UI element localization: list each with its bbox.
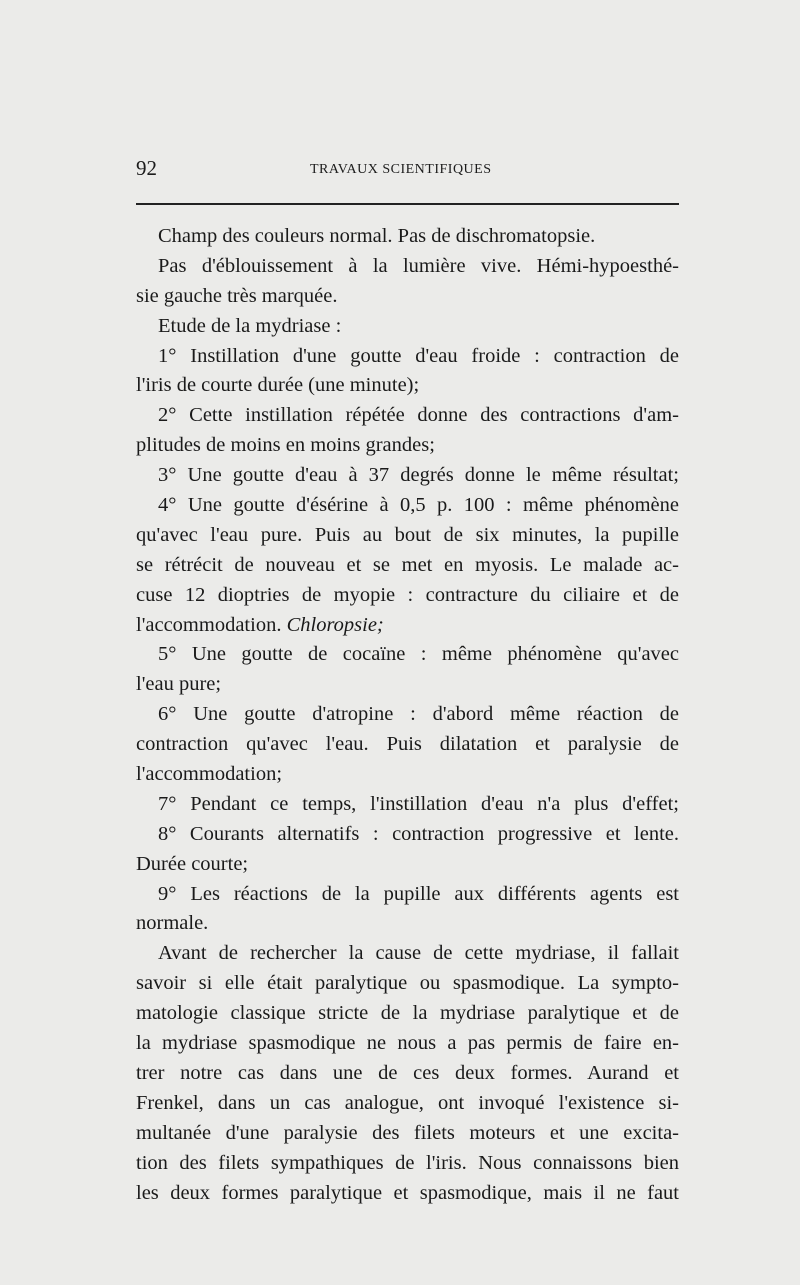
text-line xyxy=(136,252,679,282)
text-line xyxy=(136,551,679,581)
text-line-content: 8° Courants alternatifs : contraction progressive et lente. xyxy=(158,822,679,845)
text-line xyxy=(136,760,679,790)
text-line xyxy=(136,581,679,611)
text-line-content: savoir si elle était paralytique ou spasmodique. La sympto- xyxy=(136,972,679,995)
text-line xyxy=(136,909,679,939)
text-line-content: la mydriase spasmodique ne nous a pas permis de faire en- xyxy=(136,1032,679,1055)
text-line-content: 6° Une goutte d'atropine : d'abord même réaction de xyxy=(158,703,679,726)
text-line xyxy=(136,401,679,431)
running-head: TRAVAUX SCIENTIFIQUES xyxy=(310,162,492,177)
text-line xyxy=(136,521,679,551)
text-line-content: matologie classique stricte de la mydriase paralytique et de xyxy=(136,1002,679,1025)
text-line xyxy=(136,820,679,850)
text-line xyxy=(136,1119,679,1149)
text-line xyxy=(136,969,679,999)
text-line-content: qu'avec l'eau pure. Puis au bout de six minutes, la pupille xyxy=(136,523,679,546)
text-line-content: Champ des couleurs normal. Pas de dischromatopsie. xyxy=(158,225,596,247)
text-line-content: tion des filets sympathiques de l'iris. Nous connaissons bien xyxy=(136,1151,679,1174)
text-line-content: contraction qu'avec l'eau. Puis dilatation et paralysie de xyxy=(136,733,679,756)
text-line xyxy=(136,850,679,880)
text-line xyxy=(136,640,679,670)
body-text xyxy=(136,222,679,1208)
text-line-content: l'eau pure; xyxy=(136,673,222,696)
text-line xyxy=(136,1089,679,1119)
text-line xyxy=(136,939,679,969)
page-number: 92 xyxy=(136,156,157,180)
text-line-content: 9° Les réactions de la pupille aux différents agents est xyxy=(158,882,679,905)
text-line-content: sie gauche très marquée. xyxy=(136,284,338,307)
text-line xyxy=(136,790,679,820)
text-line-content: Durée courte; xyxy=(136,852,249,875)
text-line xyxy=(136,461,679,491)
text-line-content: multanée d'une paralysie des filets moteurs et une excita- xyxy=(136,1121,679,1144)
text-line-content: 7° Pendant ce temps, l'instillation d'eau n'a plus d'effet; xyxy=(158,792,679,815)
text-line-content: Frenkel, dans un cas analogue, ont invoqué l'existence si- xyxy=(136,1091,679,1114)
text-line xyxy=(136,880,679,910)
text-line xyxy=(136,1149,679,1179)
header-rule xyxy=(136,203,679,205)
text-line-content: se rétrécit de nouveau et se met en myosis. Le malade ac- xyxy=(136,553,679,576)
text-line-content: 5° Une goutte de cocaïne : même phénomène qu'avec xyxy=(158,643,679,666)
text-line-content: Etude de la mydriase : xyxy=(158,314,342,337)
text-line-content: l'accommodation; xyxy=(136,763,283,786)
text-line-content: l'iris de courte durée (une minute); xyxy=(136,374,420,397)
text-line-content: normale. xyxy=(136,912,209,935)
text-line xyxy=(136,431,679,461)
text-line xyxy=(136,611,679,641)
text-line xyxy=(136,1059,679,1089)
text-line-content: l'accommodation. xyxy=(136,613,282,636)
text-line-content: plitudes de moins en moins grandes; xyxy=(136,434,435,457)
text-line xyxy=(136,1029,679,1059)
text-line xyxy=(136,730,679,760)
text-line-content: Pas d'éblouissement à la lumière vive. Hémi-hypoesthé- xyxy=(158,254,679,277)
text-line xyxy=(136,342,679,372)
text-line-content: trer notre cas dans une de ces deux formes. Aurand et xyxy=(136,1061,679,1084)
italic-term: Chloropsie; xyxy=(286,613,384,636)
text-line-content: Avant de rechercher la cause de cette mydriase, il fallait xyxy=(158,942,679,965)
text-line-content: 2° Cette instillation répétée donne des contractions d'am- xyxy=(158,404,679,427)
text-line xyxy=(136,282,679,312)
text-line xyxy=(136,999,679,1029)
text-line xyxy=(136,700,679,730)
text-line-content: cuse 12 dioptries de myopie : contracture du ciliaire et de xyxy=(136,583,679,606)
text-line-content: 1° Instillation d'une goutte d'eau froide : contraction de xyxy=(158,344,679,367)
text-line-content: les deux formes paralytique et spasmodique, mais il ne faut xyxy=(136,1181,679,1204)
text-line xyxy=(136,312,679,342)
text-line xyxy=(136,1179,679,1209)
text-line xyxy=(136,222,679,252)
text-line-content: 4° Une goutte d'ésérine à 0,5 p. 100 : même phénomène xyxy=(158,494,679,517)
text-line-content: 3° Une goutte d'eau à 37 degrés donne le même résultat; xyxy=(158,464,679,487)
text-line xyxy=(136,371,679,401)
text-line xyxy=(136,491,679,521)
text-line xyxy=(136,670,679,700)
